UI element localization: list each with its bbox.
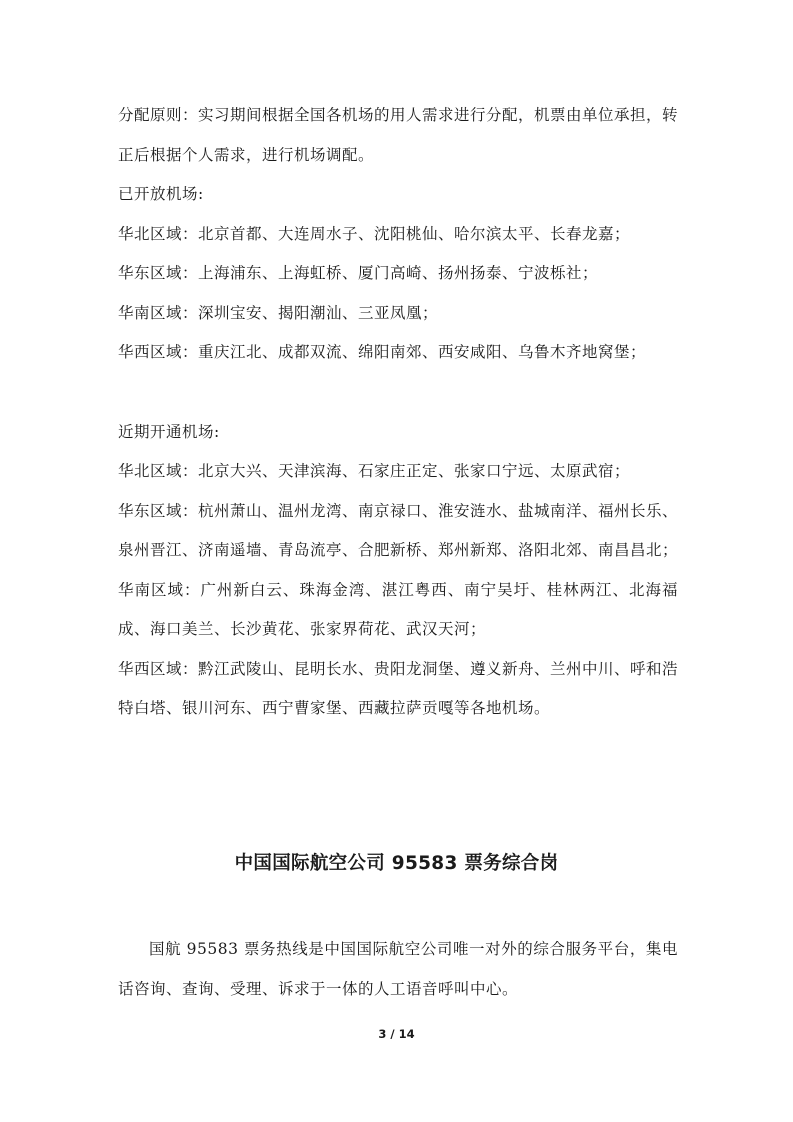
- upcoming-north-region: 华北区域：北京大兴、天津滨海、石家庄正定、张家口宁远、太原武宿；: [118, 462, 631, 480]
- section-heading: 中国国际航空公司 95583 票务综合岗: [234, 853, 559, 874]
- allocation-principle: 分配原则：实习期间根据全国各机场的用人需求进行分配，机票由单位承担，转正后根据个人需求，进行机场调配。: [118, 106, 679, 164]
- open-east-region: 华东区域：上海浦东、上海虹桥、厦门高崎、扬州扬泰、宁波栎社；: [118, 264, 599, 282]
- spacer: [118, 373, 678, 413]
- open-north-region: 华北区域：北京首都、大连周水子、沈阳桃仙、哈尔滨太平、长春龙嘉；: [118, 224, 631, 243]
- upcoming-airports-title: 近期开通机场:: [118, 422, 220, 441]
- open-airports-title: 已开放机场:: [118, 185, 204, 203]
- upcoming-south-region: 华南区域：广州新白云、珠海金湾、湛江粤西、南宁吴圩、桂林两江、北海福成、海口美兰、长沙黄花、张家界荷花、武汉天河；: [118, 580, 678, 638]
- upcoming-west-region: 华西区域：黔江武陵山、昆明长水、贵阳龙洞堡、遵义新舟、兰州中川、呼和浩特白塔、银川河东、西宁曹家堡、西藏拉萨贡嘎等各地机场。: [118, 659, 679, 717]
- section-intro: 国航 95583 票务热线是中国国际航空公司唯一对外的综合服务平台，集电话咨询、查询、受理、诉求于一体的人工语音呼叫中心。: [118, 940, 678, 998]
- open-west-region: 华西区域：重庆江北、成都双流、绵阳南郊、西安咸阳、乌鲁木齐地窝堡；: [118, 343, 647, 361]
- upcoming-east-region: 华东区域：杭州萧山、温州龙湾、南京禄口、淮安涟水、盐城南洋、福州长乐、泉州晋江、济南遥墙、青岛流亭、合肥新桥、郑州新郑、洛阳北郊、南昌昌北；: [118, 501, 679, 559]
- page-number: 3 / 14: [378, 1027, 415, 1041]
- content-block: [118, 96, 678, 729]
- open-south-region: 华南区域：深圳宝安、揭阳潮汕、三亚凤凰；: [118, 303, 439, 322]
- section-body: [118, 930, 678, 1009]
